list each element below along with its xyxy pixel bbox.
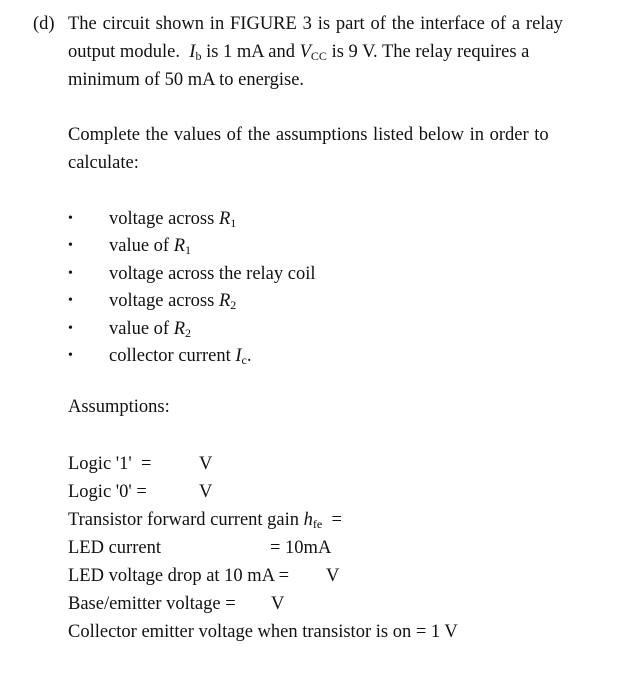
logic-1-unit: V [199,454,213,474]
list-item-text: voltage across [109,209,215,229]
instruction-line-2: calculate: [68,153,139,173]
vbe-unit: V [271,594,285,614]
resistor-symbol: R [218,209,231,229]
part-label: (d) [33,14,55,34]
bullet-glyph: • [68,266,73,281]
assumptions-heading: Assumptions: [68,397,170,417]
vcc-subscript: CC [310,49,327,63]
logic-0-label: Logic '0' = [68,482,147,502]
vbe-label: Base/emitter voltage = [68,594,236,614]
list-item [109,265,316,284]
vce-row: Collector emitter voltage when transistor is on = 1 V [68,622,458,642]
bullet-glyph: • [68,211,73,226]
bullet-glyph: • [68,238,73,253]
list-item [109,320,191,339]
led-current-value: = 10mA [270,538,332,558]
ib-symbol: I [189,42,196,62]
list-item-text: collector current [109,346,231,366]
bullet-glyph: • [68,348,73,363]
question-text: is 1 mA and [206,42,295,62]
resistor-symbol: R [173,319,186,339]
symbol-subscript: 1 [185,243,192,257]
symbol-subscript: c [241,353,247,367]
gain-label: Transistor forward current gain [68,510,300,530]
symbol-subscript: 1 [230,216,237,230]
question-line-1: The circuit shown in FIGURE 3 is part of the interface of a relay [68,14,563,34]
led-drop-label: LED voltage drop at 10 mA = [68,566,290,586]
resistor-symbol: R [173,236,186,256]
question-line-3: minimum of 50 mA to energise. [68,70,305,90]
logic-0-unit: V [199,482,213,502]
question-line-2 [68,43,529,62]
list-item [109,292,236,311]
list-item-text: value of [109,236,170,256]
list-item-suffix: . [246,346,252,366]
gain-row [68,511,342,530]
list-item [109,210,236,229]
hfe-subscript: fe [312,517,323,531]
list-item [109,237,191,256]
logic-1-equals: = [141,454,152,474]
list-item-text: voltage across [109,291,215,311]
symbol-subscript: 2 [185,326,192,340]
question-text: is 9 V. The relay requires a [331,42,530,62]
list-item-text: value of [109,319,170,339]
hfe-symbol: h [303,510,313,530]
gain-equals: = [331,510,342,530]
current-symbol: I [235,346,242,366]
list-item [109,347,251,366]
resistor-symbol: R [218,291,231,311]
symbol-subscript: 2 [230,298,237,312]
bullet-glyph: • [68,293,73,308]
question-text: output module. [68,42,181,62]
ib-subscript: b [195,49,202,63]
bullet-glyph: • [68,321,73,336]
vcc-symbol: V [299,42,311,62]
instruction-line-1: Complete the values of the assumptions listed below in order to [68,125,549,145]
list-item-text: voltage across the relay coil [109,264,316,284]
led-drop-unit: V [326,566,340,586]
logic-1-label: Logic '1' [68,454,132,474]
led-current-label: LED current [68,538,161,558]
